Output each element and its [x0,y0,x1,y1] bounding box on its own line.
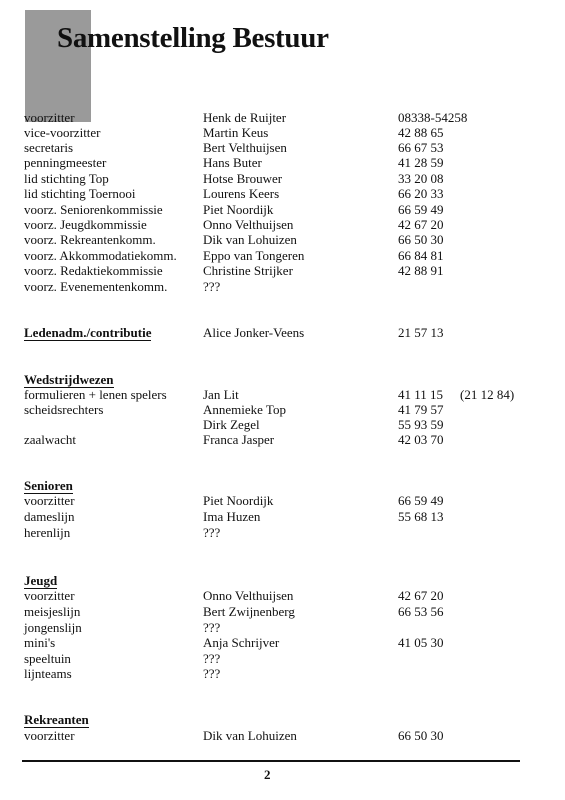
page-title: Samenstelling Bestuur [57,22,329,54]
table-row: vice-voorzitter Martin Keus 42 88 65 [24,125,444,140]
table-row: voorz. Evenementenkomm. ??? [24,279,221,294]
table-row: scheidsrechters Annemieke Top 41 79 57 [24,402,444,417]
footer-divider [22,760,520,762]
table-row: jongenslijn ??? [24,620,221,635]
section-heading-jeugd: Jeugd [24,573,58,588]
table-row: formulieren + lenen spelers Jan Lit 41 11 15 (21 12 84) [24,387,515,402]
table-row: voorzitter Henk de Ruijter 08338-54258 [24,110,468,125]
table-row: Dirk Zegel 55 93 59 [203,417,444,432]
table-row: voorz. Jeugdkommissie Onno Velthuijsen 42 67 20 [24,217,444,232]
table-row: Alice Jonker-Veens 21 57 13 [203,325,444,340]
table-row: lid stichting Toernooi Lourens Keers 66 20 33 [24,186,444,201]
table-row: dameslijn Ima Huzen 55 68 13 [24,509,444,524]
section-heading-rekreanten: Rekreanten [24,712,89,727]
table-row: speeltuin ??? [24,651,221,666]
section-heading-ledenadm: Ledenadm./contributie [24,325,152,340]
table-row: voorz. Redaktiekommissie Christine Strijker 42 88 91 [24,263,444,278]
table-row: lijnteams ??? [24,666,221,681]
table-row: voorz. Rekreantenkomm. Dik van Lohuizen 66 50 30 [24,232,444,247]
section-heading-senioren: Senioren [24,478,73,493]
table-row: voorz. Akkommodatiekomm. Eppo van Tongeren 66 84 81 [24,248,444,263]
table-row: voorzitter Piet Noordijk 66 59 49 [24,493,444,508]
table-row: herenlijn ??? [24,525,221,540]
table-row: voorz. Seniorenkommissie Piet Noordijk 66 59 49 [24,202,444,217]
table-row: zaalwacht Franca Jasper 42 03 70 [24,432,444,447]
table-row: lid stichting Top Hotse Brouwer 33 20 08 [24,171,444,186]
table-row: voorzitter Onno Velthuijsen 42 67 20 [24,588,444,603]
section-heading-wedstrijdwezen: Wedstrijdwezen [24,372,114,387]
table-row: penningmeester Hans Buter 41 28 59 [24,155,444,170]
table-row: secretaris Bert Velthuijsen 66 67 53 [24,140,444,155]
table-row: voorzitter Dik van Lohuizen 66 50 30 [24,728,444,743]
page-number: 2 [264,767,271,782]
table-row: meisjeslijn Bert Zwijnenberg 66 53 56 [24,604,444,619]
table-row: mini's Anja Schrijver 41 05 30 [24,635,444,650]
